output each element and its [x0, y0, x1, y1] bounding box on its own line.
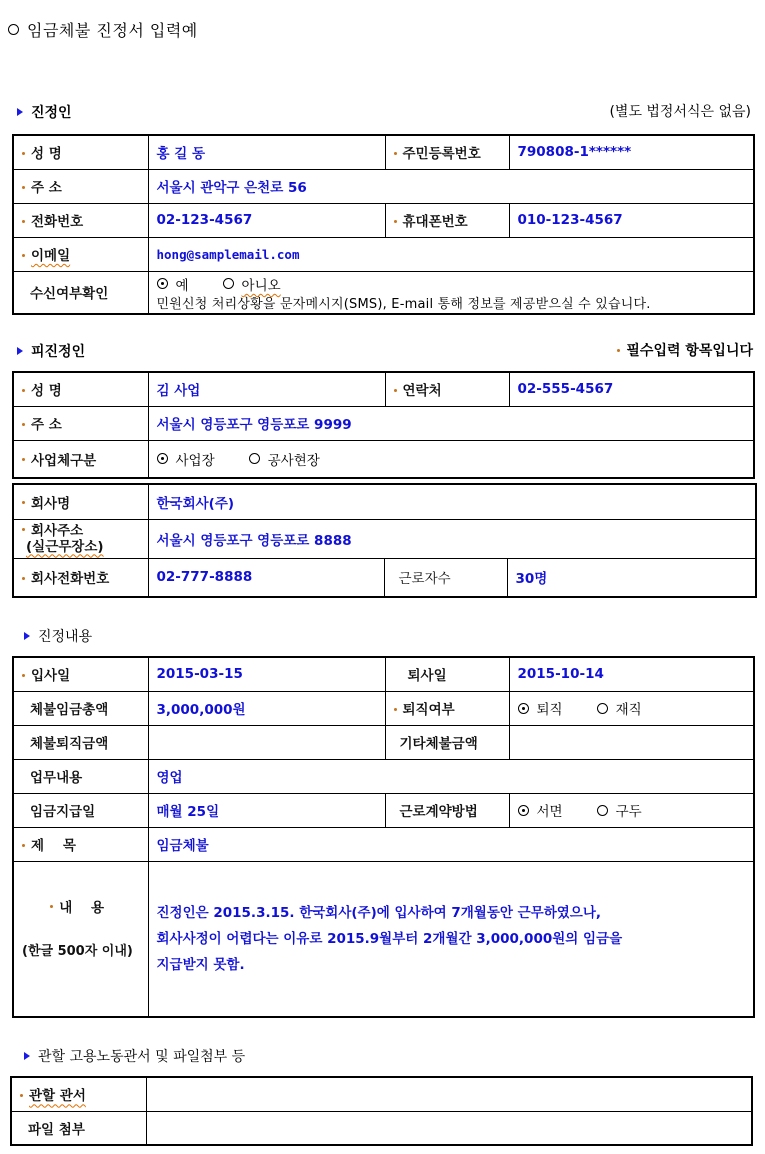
workers-label: 근로자수: [384, 558, 507, 597]
radio-unselected-icon: [223, 278, 234, 289]
section-note: (별도 법정서식은 없음): [609, 104, 751, 120]
contract-label: 근로계약방법: [385, 793, 509, 827]
retired-radio-group: [518, 698, 746, 718]
job-label: 업무내용: [13, 759, 148, 793]
section-respondent: [17, 341, 85, 361]
retired-option-employed[interactable]: 재직: [597, 698, 642, 718]
company-phone-label: 회사전화번호: [13, 558, 148, 597]
receive-cell: [148, 271, 754, 314]
address-field[interactable]: 서울시 관악구 은천로 56: [148, 169, 754, 203]
radio-selected-icon: [157, 278, 168, 289]
receive-option-yes[interactable]: 예: [157, 274, 189, 294]
company-name-label: 회사명: [13, 484, 148, 519]
company-address-field[interactable]: 서울시 영등포구 영등포로 8888: [148, 519, 756, 558]
bullet-icon: [50, 905, 53, 908]
resp-address-label: 주 소: [13, 406, 148, 440]
bullet-icon: [22, 528, 25, 531]
company-table: [12, 483, 757, 598]
bullet-icon: [22, 501, 25, 504]
triangle-marker-icon: [17, 347, 23, 355]
other-unpaid-field[interactable]: [509, 725, 754, 759]
job-field[interactable]: 영업: [148, 759, 754, 793]
bullet-icon: [22, 152, 25, 155]
company-name-field[interactable]: 한국회사(주): [148, 484, 756, 519]
document-title: [8, 18, 198, 41]
respondent-table: [12, 371, 755, 479]
unpaid-total-label: 체불임금총액: [13, 691, 148, 725]
content-field[interactable]: [148, 861, 754, 1017]
receive-notice: 민원신청 처리상황을 문자메시지(SMS), E-mail 통해 정보를 제공받으실 수 있습니다.: [156, 296, 651, 312]
retired-label: 퇴직여부: [385, 691, 509, 725]
unpaid-severance-field[interactable]: [148, 725, 385, 759]
biz-type-radio-group: [157, 449, 746, 469]
file-attach-field[interactable]: [146, 1111, 752, 1145]
petitioner-table: [12, 134, 755, 315]
bullet-icon: [22, 186, 25, 189]
bullet-icon: [22, 220, 25, 223]
email-label: 이메일: [13, 237, 148, 271]
unpaid-total-field[interactable]: 3,000,000원: [148, 691, 385, 725]
bullet-icon: [22, 423, 25, 426]
triangle-marker-icon: [24, 632, 30, 640]
contract-cell: [509, 793, 754, 827]
radio-unselected-icon: [597, 703, 608, 714]
bullet-icon: [394, 220, 397, 223]
complaint-table: [12, 656, 755, 1018]
required-note: 필수입력 항목입니다: [617, 340, 753, 360]
phone-field[interactable]: 02-123-4567: [148, 203, 385, 237]
name-field[interactable]: 홍 길 동: [148, 135, 385, 169]
biz-type-option-construction[interactable]: 공사현장: [249, 449, 320, 469]
section-complaint: [24, 626, 92, 646]
radio-unselected-icon: [249, 453, 260, 464]
content-sublabel: (한글 500자 이내): [22, 943, 133, 959]
retired-cell: [509, 691, 754, 725]
leave-date-field[interactable]: 2015-10-14: [509, 657, 754, 691]
office-table: [10, 1076, 753, 1146]
phone-label: 전화번호: [13, 203, 148, 237]
address-label: 주 소: [13, 169, 148, 203]
retired-option-retired[interactable]: 퇴직: [518, 698, 563, 718]
payday-label: 임금지급일: [13, 793, 148, 827]
bullet-icon: [394, 389, 397, 392]
name-label: 성 명: [13, 135, 148, 169]
section-title: 진정내용: [38, 629, 93, 645]
subject-field[interactable]: 임금체불: [148, 827, 754, 861]
radio-selected-icon: [518, 805, 529, 816]
content-label: 내 용 (한글 500자 이내): [13, 861, 148, 1017]
unpaid-severance-label: 체불퇴직금액: [13, 725, 148, 759]
content-text: 진정인은 2015.3.15. 한국회사(주)에 입사하여 7개월동안 근무하였으나, 회사사정이 어렵다는 이유로 2015.9월부터 2개월간 3,000,000원의 임금을 지급받지 못함.: [156, 904, 623, 973]
bullet-icon: [394, 152, 397, 155]
bullet-icon: [22, 674, 25, 677]
mobile-field[interactable]: 010-123-4567: [509, 203, 754, 237]
other-unpaid-label: 기타체불금액: [385, 725, 509, 759]
section-title: 피진정인: [31, 344, 86, 360]
radio-unselected-icon: [597, 805, 608, 816]
biz-type-option-workplace[interactable]: 사업장: [157, 449, 215, 469]
resp-contact-label: 연락처: [385, 372, 509, 406]
contract-option-written[interactable]: 서면: [518, 800, 563, 820]
resp-address-field[interactable]: 서울시 영등포구 영등포로 9999: [148, 406, 754, 440]
leave-date-label: 퇴사일: [385, 657, 509, 691]
rrn-label: 주민등록번호: [385, 135, 509, 169]
hire-date-field[interactable]: 2015-03-15: [148, 657, 385, 691]
resp-name-field[interactable]: 김 사업: [148, 372, 385, 406]
receive-option-no[interactable]: 아니오: [223, 274, 281, 294]
biz-type-cell: [148, 440, 754, 478]
triangle-marker-icon: [17, 108, 23, 116]
bullet-icon: [394, 708, 397, 711]
hire-date-label: 입사일: [13, 657, 148, 691]
document-title-text: [27, 18, 198, 41]
subject-label: 제 목: [13, 827, 148, 861]
biz-type-label: 사업체구분: [13, 440, 148, 478]
file-attach-label: 파일 첨부: [11, 1111, 146, 1145]
section-title: 관할 고용노동관서 및 파일첨부 등: [38, 1049, 246, 1065]
bullet-icon: [22, 389, 25, 392]
radio-selected-icon: [157, 453, 168, 464]
triangle-marker-icon: [24, 1052, 30, 1060]
resp-name-label: 성 명: [13, 372, 148, 406]
bullet-icon: [22, 458, 25, 461]
resp-contact-field[interactable]: 02-555-4567: [509, 372, 754, 406]
rrn-field[interactable]: 790808-1******: [509, 135, 754, 169]
mobile-label: 휴대폰번호: [385, 203, 509, 237]
receive-radio-group: [157, 275, 746, 293]
bullet-icon: [20, 1094, 23, 1097]
circle-icon: [8, 24, 19, 35]
bullet-icon: [22, 844, 25, 847]
receive-label: 수신여부확인: [13, 271, 148, 314]
bullet-icon: [617, 349, 620, 352]
contract-option-verbal[interactable]: 구두: [597, 800, 642, 820]
workers-field[interactable]: 30명: [507, 558, 756, 597]
bullet-icon: [22, 254, 25, 257]
company-address-label: 회사주소 (실근무장소): [13, 519, 148, 558]
bullet-icon: [22, 577, 25, 580]
payday-field[interactable]: 매월 25일: [148, 793, 385, 827]
office-label: 관할 관서: [11, 1077, 146, 1111]
section-petitioner: [17, 102, 72, 122]
email-field[interactable]: hong@samplemail.com: [148, 237, 754, 271]
contract-radio-group: [518, 800, 746, 820]
office-field[interactable]: [146, 1077, 752, 1111]
section-title: 진정인: [31, 105, 72, 121]
title-text: 임금체불 진정서 입력예: [27, 21, 198, 40]
company-phone-field[interactable]: 02-777-8888: [148, 558, 384, 597]
section-office: [24, 1046, 245, 1066]
radio-selected-icon: [518, 703, 529, 714]
